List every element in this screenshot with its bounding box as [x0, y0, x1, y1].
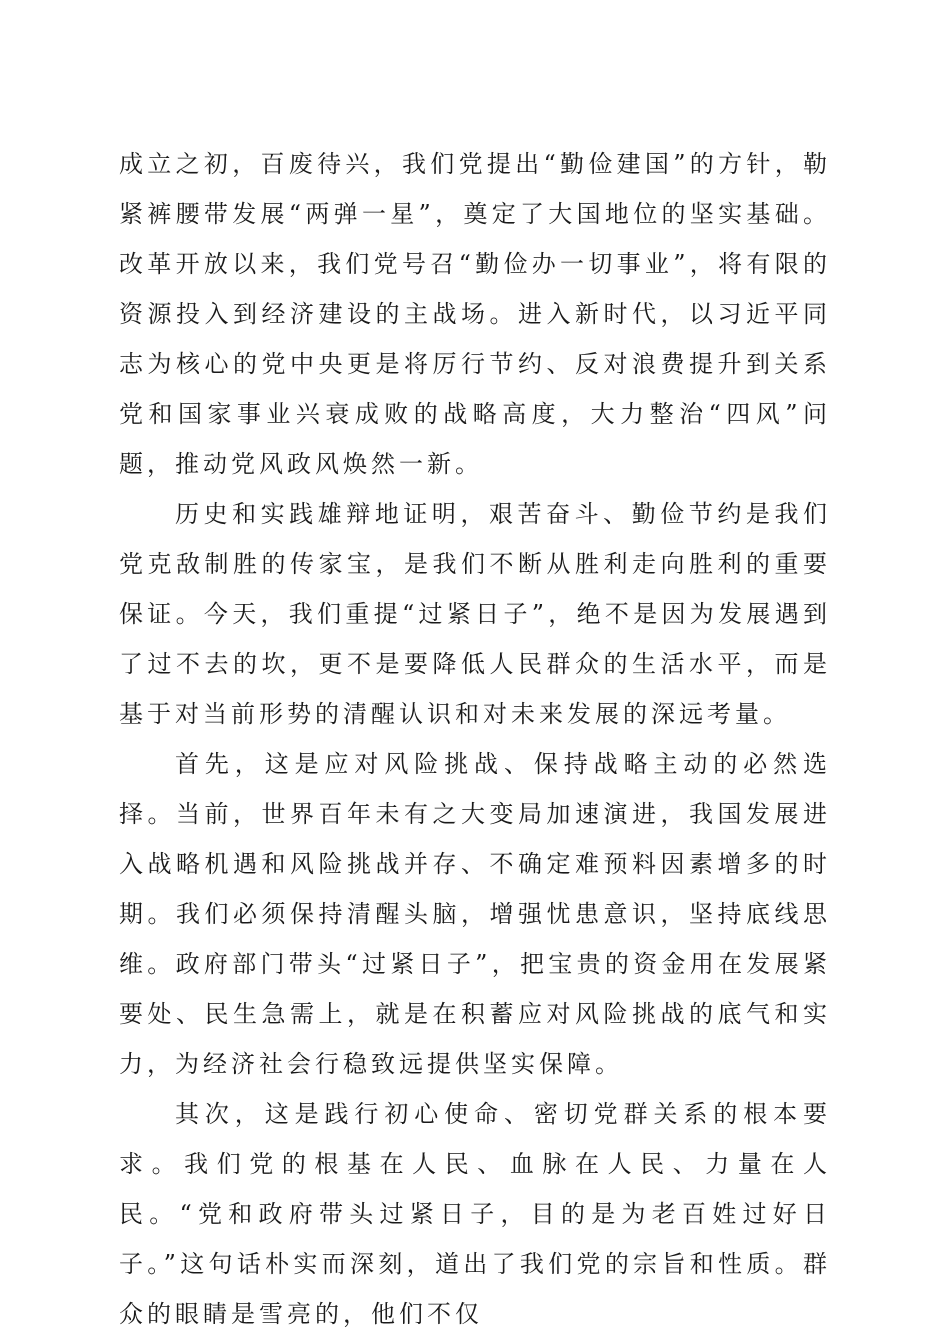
paragraph-second-reason: 其次，这是践行初心使命、密切党群关系的根本要求。我们党的根基在人民、血脉在人民、力量在人民。“党和政府带头过紧日子，目的是为老百姓过好日子。”这句话朴实而深刻，道出了我们党的宗旨和性质。群众的眼睛是雪亮的，他们不仅 [119, 1100, 831, 1328]
paragraph-first-reason: 首先，这是应对风险挑战、保持战略主动的必然选择。当前，世界百年未有之大变局加速演进，我国发展进入战略机遇和风险挑战并存、不确定难预料因素增多的时期。我们必须保持清醒头脑，增强忧患意识，坚持底线思维。政府部门带头“过紧日子”，把宝贵的资金用在发展紧要处、民生急需上，就是在积蓄应对风险挑战的底气和实力，为经济社会行稳致远提供坚实保障。 [119, 750, 831, 1078]
paragraph-history-proof: 历史和实践雄辩地证明，艰苦奋斗、勤俭节约是我们党克敌制胜的传家宝，是我们不断从胜利走向胜利的重要保证。今天，我们重提“过紧日子”，绝不是因为发展遇到了过不去的坎，更不是要降低人民群众的生活水平，而是基于对当前形势的清醒认识和对未来发展的深远考量。 [119, 500, 831, 728]
document-body [119, 139, 831, 1339]
paragraph-continuation: 成立之初，百废待兴，我们党提出“勤俭建国”的方针，勒紧裤腰带发展“两弹一星”，奠定了大国地位的坚实基础。改革开放以来，我们党号召“勤俭办一切事业”，将有限的资源投入到经济建设的主战场。进入新时代，以习近平同志为核心的党中央更是将厉行节约、反对浪费提升到关系党和国家事业兴衰成败的战略高度，大力整治“四风”问题，推动党风政风焕然一新。 [119, 150, 831, 478]
